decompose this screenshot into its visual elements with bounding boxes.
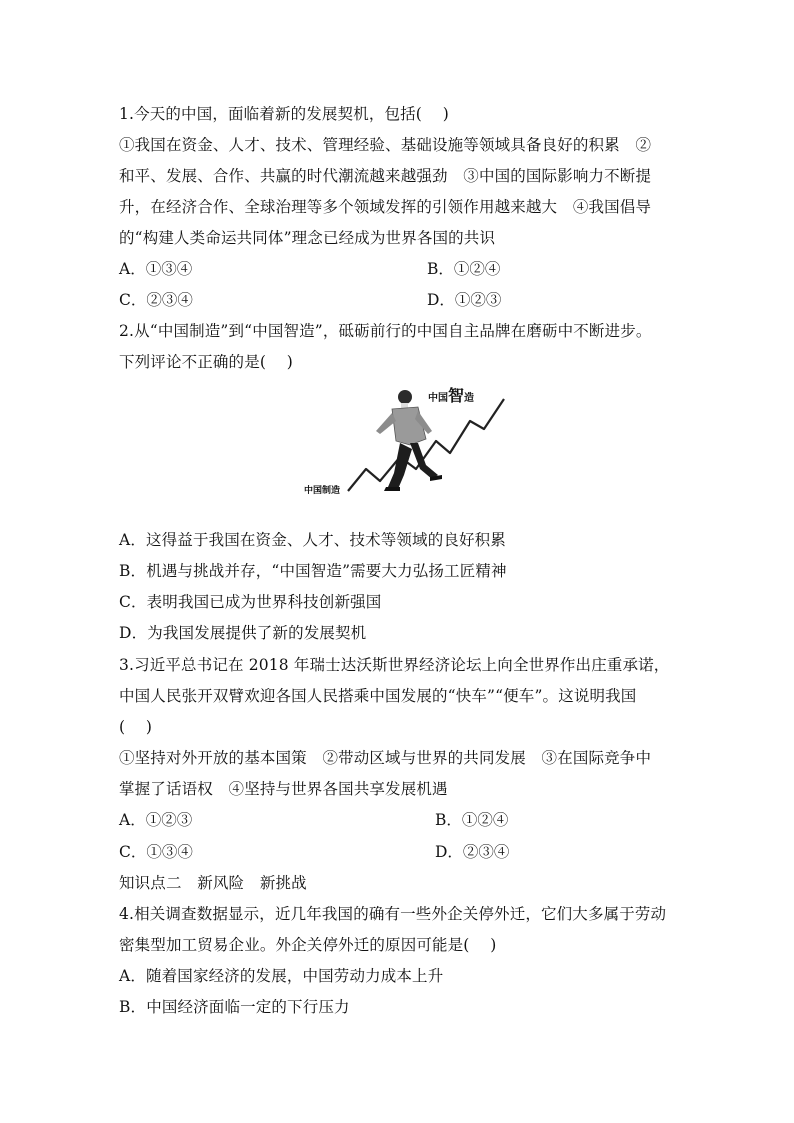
q3-option-d: D．②③④ [435, 843, 510, 861]
businessman-figure [376, 390, 442, 491]
q1-body-line: 升，在经济合作、全球治理等多个领域发挥的引领作用越来越大 ④我国倡导 [119, 198, 652, 216]
q3-option-c: C．①③④ [119, 843, 193, 861]
q1-option-a: A．①③④ [119, 260, 193, 278]
q4-option-b: B．中国经济面临一定的下行压力 [119, 998, 350, 1016]
q3-body-line: 掌握了话语权 ④坚持与世界各国共享发展机遇 [119, 780, 448, 798]
q2-stem-line: 下列评论不正确的是( ) [119, 353, 293, 371]
q1-option-b: B．①②④ [427, 260, 501, 278]
q3-stem-line: 中国人民张开双臂欢迎各国人民搭乘中国发展的“快车”“便车”。这说明我国 [119, 687, 637, 705]
growth-zigzag-line [348, 399, 504, 491]
section-heading: 知识点二 新风险 新挑战 [119, 874, 307, 892]
q3-option-b: B．①②④ [435, 811, 509, 829]
q3-stem-line: ( ) [119, 718, 153, 736]
q2-option-b: B．机遇与挑战并存，“中国智造”需要大力弘扬工匠精神 [119, 562, 507, 580]
q2-option-d: D．为我国发展提供了新的发展契机 [119, 624, 367, 642]
q1-option-c: C．②③④ [119, 291, 193, 309]
q2-stem-line: 2.从“中国制造”到“中国智造”，砥砺前行的中国自主品牌在磨砺中不断进步。 [119, 322, 652, 340]
q1-option-d: D．①②③ [427, 291, 502, 309]
figure-label-bottom: 中国制造 [304, 485, 341, 495]
q1-body-line: ①我国在资金、人才、技术、管理经验、基础设施等领域具备良好的积累 ② [119, 136, 652, 154]
q1-body-line: 的“构建人类命运共同体”理念已经成为世界各国的共识 [119, 229, 496, 247]
figure-label-top: 中国智造 [428, 388, 475, 405]
q1-stem: 1.今天的中国，面临着新的发展契机，包括( ) [119, 105, 449, 123]
q3-option-a: A．①②③ [119, 811, 193, 829]
q4-stem-line: 4.相关调查数据显示，近几年我国的确有一些外企关停外迁，它们大多属于劳动 [119, 905, 667, 923]
q3-body-line: ①坚持对外开放的基本国策 ②带动区域与世界的共同发展 ③在国际竞争中 [119, 749, 652, 767]
q2-option-a: A．这得益于我国在资金、人才、技术等领域的良好积累 [119, 531, 506, 549]
q4-stem-line: 密集型加工贸易企业。外企关停外迁的原因可能是( ) [119, 936, 497, 954]
made-in-china-figure [300, 383, 510, 508]
q2-option-c: C．表明我国已成为世界科技创新强国 [119, 593, 382, 611]
q1-body-line: 和平、发展、合作、共赢的时代潮流越来越强劲 ③中国的国际影响力不断提 [119, 167, 652, 185]
q3-stem-line: 3.习近平总书记在 2018 年瑞士达沃斯世界经济论坛上向全世界作出庄重承诺， [119, 656, 670, 674]
q4-option-a: A．随着国家经济的发展，中国劳动力成本上升 [119, 967, 444, 985]
